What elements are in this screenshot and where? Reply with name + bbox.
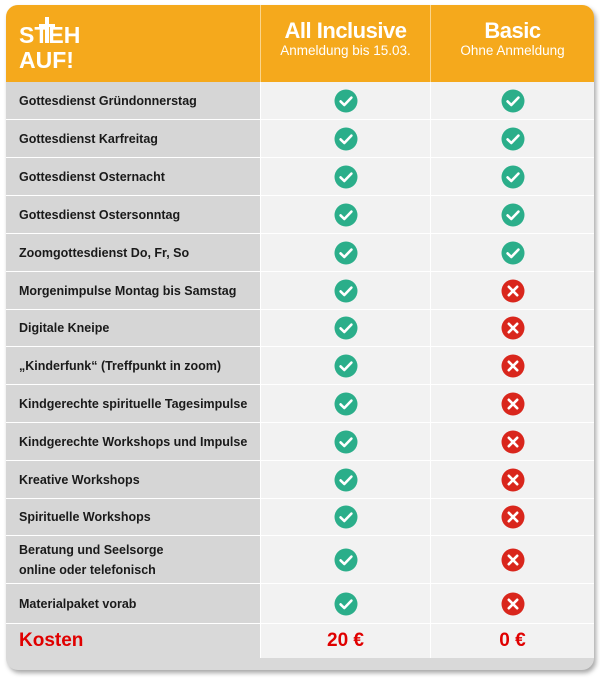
all-inclusive-cell — [260, 536, 430, 583]
feature-row — [6, 310, 594, 347]
all-inclusive-cell — [260, 584, 430, 623]
cost-label: Kosten — [6, 624, 260, 658]
feature-row — [6, 536, 594, 584]
plan-title: Basic — [484, 18, 541, 43]
x-circle-icon — [501, 279, 525, 303]
feature-label: Digitale Kneipe — [19, 321, 110, 335]
feature-label: Beratung und Seelsorge online oder telefonisch — [19, 542, 164, 577]
steh-auf-logo — [19, 17, 89, 77]
feature-label-cell — [6, 234, 260, 271]
feature-label: Kreative Workshops — [19, 472, 140, 487]
feature-row — [6, 499, 594, 536]
basic-cell — [430, 158, 594, 195]
basic-cell — [430, 82, 594, 119]
feature-row — [6, 272, 594, 310]
feature-label-cell — [6, 347, 260, 384]
feature-row — [6, 82, 594, 120]
feature-label-cell — [6, 461, 260, 498]
all-inclusive-cell — [260, 120, 430, 157]
basic-cell — [430, 536, 594, 583]
feature-label: Zoomgottesdienst Do, Fr, So — [19, 245, 190, 260]
feature-rows — [6, 82, 594, 658]
check-circle-icon — [334, 592, 358, 616]
basic-cell — [430, 584, 594, 623]
x-circle-icon — [501, 505, 525, 529]
plan-title: All Inclusive — [284, 18, 407, 43]
check-circle-icon — [334, 548, 358, 572]
feature-row — [6, 423, 594, 461]
basic-cell — [430, 196, 594, 233]
check-circle-icon — [334, 354, 358, 378]
check-circle-icon — [334, 505, 358, 529]
check-circle-icon — [501, 165, 525, 189]
all-inclusive-cell — [260, 499, 430, 535]
feature-label: „Kinderfunk“ (Treffpunkt in zoom) — [19, 358, 222, 373]
all-inclusive-cell — [260, 347, 430, 384]
check-circle-icon — [501, 203, 525, 227]
check-circle-icon — [334, 203, 358, 227]
plan-subtitle: Anmeldung bis 15.03. — [280, 43, 411, 58]
feature-row — [6, 158, 594, 196]
logo-cell — [6, 5, 260, 82]
feature-label-cell — [6, 120, 260, 157]
all-inclusive-cell — [260, 234, 430, 271]
all-inclusive-cell — [260, 158, 430, 195]
feature-label: Gottesdienst Gründonnerstag — [19, 93, 197, 108]
cost-row — [6, 624, 594, 658]
feature-label-cell — [6, 272, 260, 309]
logo-line-2: AUF! — [19, 47, 74, 73]
check-circle-icon — [334, 89, 358, 113]
feature-row — [6, 385, 594, 423]
basic-cell — [430, 120, 594, 157]
check-circle-icon — [334, 127, 358, 151]
feature-label: Gottesdienst Karfreitag — [19, 131, 158, 146]
basic-cell — [430, 272, 594, 309]
check-circle-icon — [334, 165, 358, 189]
basic-cell — [430, 423, 594, 460]
feature-row — [6, 120, 594, 158]
basic-cell — [430, 385, 594, 422]
all-inclusive-cell — [260, 272, 430, 309]
feature-label: Morgenimpulse Montag bis Samstag — [19, 283, 237, 298]
table-header — [6, 5, 594, 82]
check-circle-icon — [501, 89, 525, 113]
feature-row — [6, 584, 594, 624]
check-circle-icon — [334, 316, 358, 340]
x-circle-icon — [501, 316, 525, 340]
feature-label-cell — [6, 310, 260, 346]
feature-row — [6, 461, 594, 499]
basic-cell — [430, 234, 594, 271]
all-inclusive-cell — [260, 196, 430, 233]
x-circle-icon — [501, 392, 525, 416]
check-circle-icon — [334, 241, 358, 265]
check-circle-icon — [334, 468, 358, 492]
feature-label: Kindgerechte spirituelle Tagesimpulse — [19, 396, 248, 411]
feature-label-cell — [6, 584, 260, 623]
basic-cell — [430, 347, 594, 384]
all-inclusive-cell — [260, 461, 430, 498]
feature-label-cell — [6, 423, 260, 460]
x-circle-icon — [501, 592, 525, 616]
all-inclusive-cell — [260, 310, 430, 346]
feature-label-cell — [6, 82, 260, 119]
feature-label-cell — [6, 385, 260, 422]
logo-line-1: STEH — [19, 22, 81, 48]
x-circle-icon — [501, 430, 525, 454]
check-circle-icon — [334, 430, 358, 454]
pricing-table — [6, 5, 594, 670]
feature-label: Kindgerechte Workshops und Impulse — [19, 434, 248, 449]
basic-price: 0 € — [430, 624, 594, 658]
plan-basic-header — [430, 5, 594, 82]
x-circle-icon — [501, 548, 525, 572]
check-circle-icon — [334, 279, 358, 303]
basic-cell — [430, 310, 594, 346]
feature-row — [6, 196, 594, 234]
feature-label: Spirituelle Workshops — [19, 510, 151, 524]
feature-label: Gottesdienst Osternacht — [19, 169, 165, 184]
feature-label: Materialpaket vorab — [19, 596, 137, 611]
check-circle-icon — [334, 392, 358, 416]
feature-row — [6, 234, 594, 272]
x-circle-icon — [501, 354, 525, 378]
feature-label: Gottesdienst Ostersonntag — [19, 207, 181, 222]
all-inclusive-cell — [260, 82, 430, 119]
check-circle-icon — [501, 241, 525, 265]
all-inclusive-cell — [260, 385, 430, 422]
all-inclusive-price: 20 € — [260, 624, 430, 658]
plan-all-inclusive-header — [260, 5, 430, 82]
x-circle-icon — [501, 468, 525, 492]
feature-row — [6, 347, 594, 385]
feature-label-cell — [6, 196, 260, 233]
feature-label-cell — [6, 158, 260, 195]
basic-cell — [430, 461, 594, 498]
check-circle-icon — [501, 127, 525, 151]
basic-cell — [430, 499, 594, 535]
plan-subtitle: Ohne Anmeldung — [460, 43, 565, 58]
all-inclusive-cell — [260, 423, 430, 460]
feature-label-cell — [6, 536, 260, 583]
feature-label-cell — [6, 499, 260, 535]
